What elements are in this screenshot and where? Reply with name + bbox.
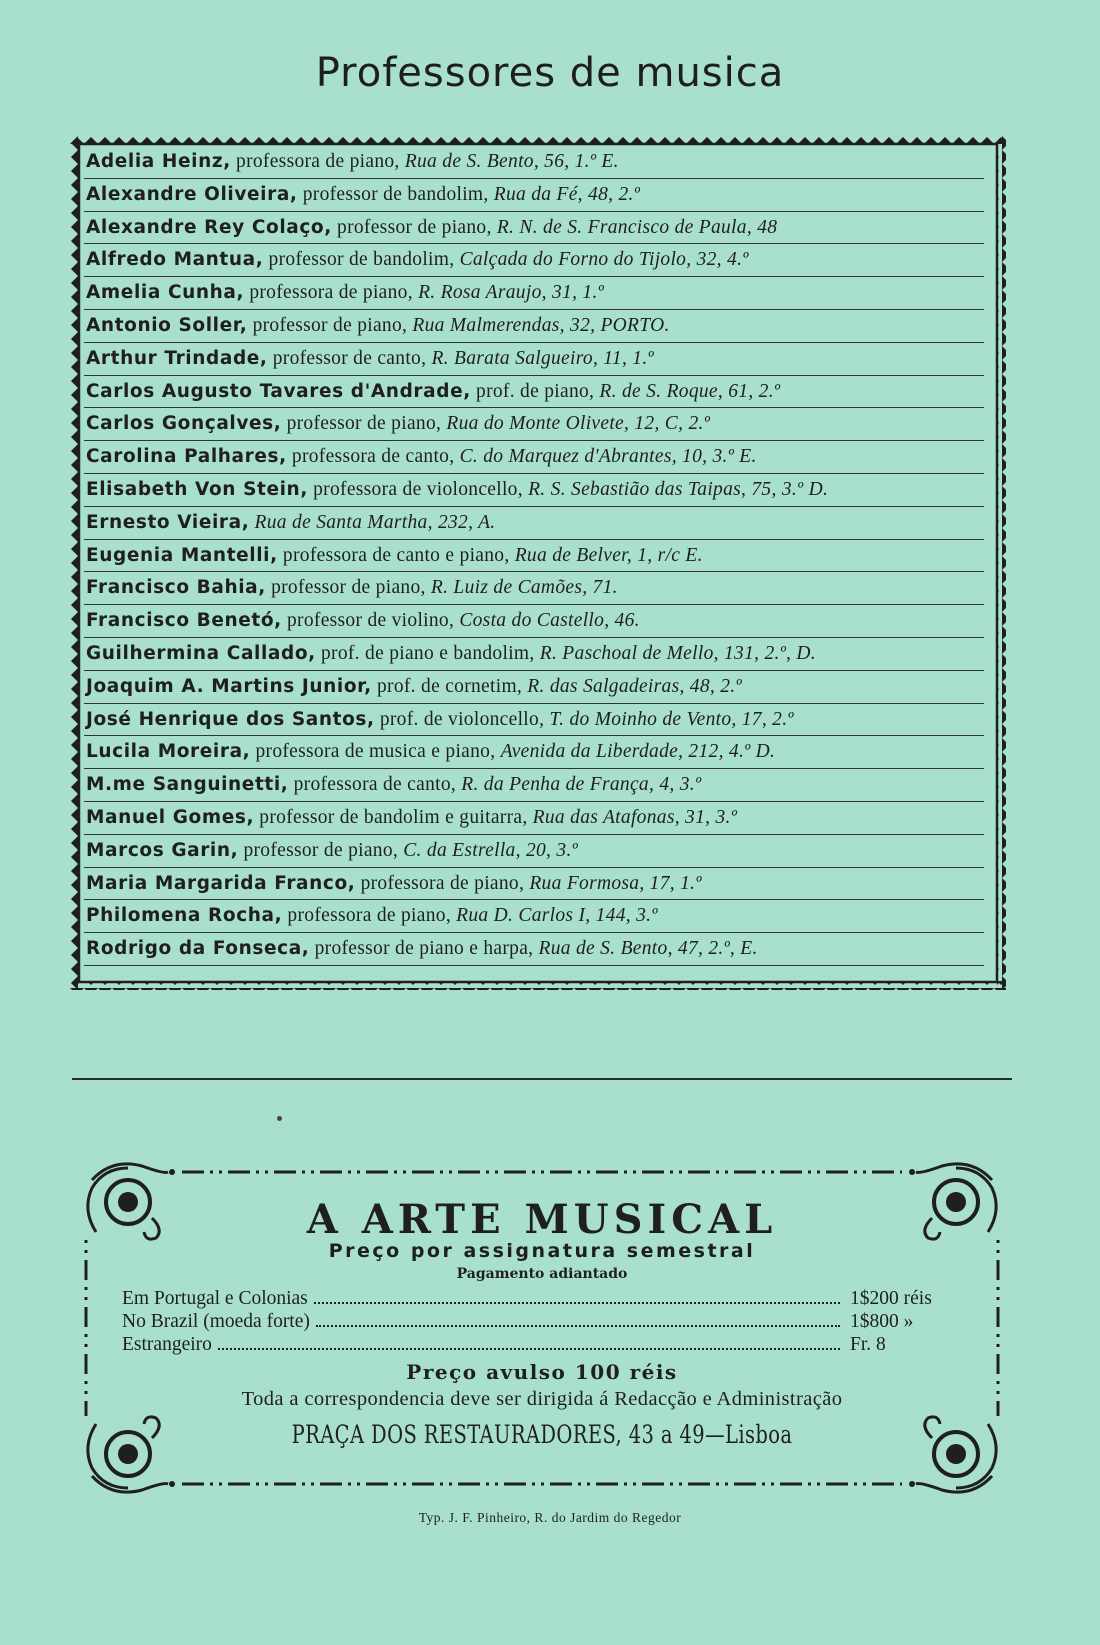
- teacher-role: professor de violino,: [281, 610, 460, 632]
- teacher-name: Guilhermina Callado,: [86, 642, 316, 664]
- directory-box: [70, 136, 1006, 990]
- teacher-address: Rua de Santa Martha, 232, A.: [254, 511, 496, 533]
- leader-dots: [314, 1301, 840, 1304]
- teacher-address: Rua D. Carlos I, 144, 3.º: [456, 905, 658, 927]
- price-table: [122, 1288, 962, 1357]
- teacher-role: professora de piano,: [355, 872, 530, 894]
- teacher-address: Rua Malmerendas, 32, PORTO.: [412, 314, 670, 336]
- list-item: [84, 146, 984, 179]
- print-speck: [277, 1116, 282, 1121]
- list-item: [84, 835, 984, 868]
- teacher-name: Francisco Bahia,: [86, 577, 266, 599]
- teacher-name: Manuel Gomes,: [86, 806, 255, 828]
- teacher-name: Adelia Heinz,: [86, 151, 231, 172]
- teacher-name: Maria Margarida Franco,: [86, 872, 356, 894]
- teacher-address: R. da Penha de França, 4, 3.º: [461, 774, 702, 796]
- teacher-name: Eugenia Mantelli,: [86, 544, 278, 566]
- teacher-address: Rua Formosa, 17, 1.º: [529, 872, 702, 894]
- list-item: [84, 605, 984, 638]
- teacher-name: Amelia Cunha,: [86, 282, 245, 304]
- advert-title: A ARTE MUSICAL: [306, 1196, 778, 1243]
- list-item: [84, 900, 984, 933]
- price-row: [122, 1334, 962, 1357]
- section-divider: [72, 1078, 1012, 1080]
- printer-credit: Typ. J. F. Pinheiro, R. do Jardim do Regedor: [418, 1510, 682, 1525]
- teacher-role: professor de piano,: [247, 314, 413, 336]
- teacher-role: prof. de violoncello,: [374, 708, 550, 730]
- teacher-name: Joaquim A. Martins Junior,: [86, 675, 372, 697]
- corner-ornament-bottom-left: [88, 1417, 175, 1492]
- advert-subtitle: Preço por assignatura semestral: [328, 1240, 756, 1262]
- list-item: [84, 408, 984, 441]
- teacher-role: prof. de piano e bandolim,: [315, 642, 540, 664]
- price-value: Fr. 8: [850, 1334, 886, 1355]
- teacher-address: R. Paschoal de Mello, 131, 2.º, D.: [539, 642, 816, 664]
- teacher-address: C. do Marquez d'Abrantes, 10, 3.º E.: [459, 446, 757, 468]
- teacher-address: Avenida da Liberdade, 212, 4.º D.: [500, 741, 776, 763]
- teacher-role: professor de piano,: [281, 413, 447, 435]
- teacher-address: R. Rosa Araujo, 31, 1.º: [418, 282, 605, 304]
- list-item: [84, 277, 984, 310]
- list-item: [84, 474, 984, 507]
- price-label: Estrangeiro: [122, 1334, 212, 1355]
- list-item: [84, 868, 984, 901]
- teacher-address: Costa do Castello, 46.: [459, 610, 640, 632]
- teacher-address: Rua de Belver, 1, r/c E.: [514, 544, 703, 566]
- teacher-role: professora de piano,: [244, 282, 419, 304]
- teacher-role: professor de bandolim,: [263, 249, 460, 271]
- teacher-name: Elisabeth Von Stein,: [86, 478, 308, 500]
- teacher-role: prof. de piano,: [470, 380, 600, 402]
- list-item: [84, 343, 984, 376]
- corner-ornament-bottom-right: [909, 1417, 996, 1492]
- teacher-role: professora de canto,: [286, 446, 460, 468]
- teacher-address: R. de S. Roque, 61, 2.º: [599, 380, 781, 402]
- teacher-name: M.me Sanguinetti,: [86, 774, 289, 796]
- teacher-role: professor de piano,: [265, 577, 431, 599]
- teacher-address: Calçada do Forno do Tijolo, 32, 4.º: [459, 249, 749, 271]
- teacher-list: [84, 146, 984, 966]
- list-item: [84, 376, 984, 409]
- teacher-address: Rua do Monte Olivete, 12, C, 2.º: [446, 413, 711, 435]
- list-item: [84, 736, 984, 769]
- list-item: [84, 179, 984, 212]
- price-value: 1$800 »: [850, 1311, 914, 1332]
- list-item: [84, 507, 984, 540]
- teacher-name: Carolina Palhares,: [86, 446, 287, 468]
- price-label: No Brazil (moeda forte): [122, 1311, 310, 1332]
- teacher-name: Carlos Gonçalves,: [86, 413, 282, 435]
- teacher-name: Antonio Soller,: [86, 314, 248, 336]
- teacher-role: professora de violoncello,: [307, 478, 529, 500]
- teacher-address: C. da Estrella, 20, 3.º: [403, 839, 578, 861]
- list-item: [84, 671, 984, 704]
- teacher-role: professor de piano,: [331, 216, 497, 238]
- list-item: [84, 441, 984, 474]
- teacher-role: professor de bandolim,: [297, 183, 494, 205]
- teacher-name: Philomena Rocha,: [86, 905, 283, 927]
- teacher-address: R. Luiz de Camões, 71.: [430, 577, 618, 599]
- teacher-role: professora de canto e piano,: [277, 544, 515, 566]
- list-item: [84, 244, 984, 277]
- teacher-address: Rua da Fé, 48, 2.º: [493, 183, 641, 205]
- teacher-address: R. S. Sebastião das Taipas, 75, 3.º D.: [528, 478, 829, 500]
- list-item: [84, 933, 984, 966]
- teacher-address: Rua de S. Bento, 56, 1.º E.: [404, 151, 619, 172]
- teacher-name: Alexandre Oliveira,: [86, 183, 298, 205]
- teacher-address: Rua de S. Bento, 47, 2.º, E.: [538, 938, 758, 960]
- list-item: [84, 802, 984, 835]
- list-item: [84, 212, 984, 245]
- teacher-role: professora de musica e piano,: [250, 741, 501, 763]
- teacher-role: professora de piano,: [282, 905, 457, 927]
- list-item: [84, 572, 984, 605]
- price-row: [122, 1288, 962, 1311]
- leader-dots: [218, 1347, 840, 1350]
- teacher-role: professor de piano,: [238, 839, 404, 861]
- teacher-name: Marcos Garin,: [86, 839, 239, 861]
- list-item: [84, 769, 984, 802]
- teacher-name: Alexandre Rey Colaço,: [86, 216, 332, 238]
- teacher-address: T. do Moinho de Vento, 17, 2.º: [549, 708, 794, 730]
- teacher-address: Rua das Atafonas, 31, 3.º: [532, 806, 738, 828]
- office-address: PRAÇA DOS RESTAURADORES, 43 a 49—Lisboa: [291, 1420, 793, 1449]
- teacher-name: Ernesto Vieira,: [86, 511, 250, 533]
- teacher-role: professora de piano,: [230, 151, 405, 172]
- teacher-address: R. das Salgadeiras, 48, 2.º: [527, 675, 742, 697]
- list-item: [84, 704, 984, 737]
- page-title: Professores de musica: [315, 50, 785, 96]
- teacher-name: José Henrique dos Santos,: [86, 708, 375, 730]
- payment-note: Pagamento adiantado: [456, 1266, 628, 1282]
- single-issue-price: Preço avulso 100 réis: [406, 1360, 678, 1384]
- list-item: [84, 638, 984, 671]
- price-row: [122, 1311, 962, 1334]
- teacher-name: Alfredo Mantua,: [86, 249, 264, 271]
- subscription-advert: [72, 1158, 1012, 1498]
- teacher-role: prof. de cornetim,: [371, 675, 528, 697]
- leader-dots: [316, 1324, 840, 1327]
- teacher-name: Arthur Trindade,: [86, 347, 268, 369]
- price-value: 1$200 réis: [850, 1288, 932, 1309]
- teacher-address: R. N. de S. Francisco de Paula, 48: [496, 216, 778, 238]
- teacher-name: Francisco Benetó,: [86, 610, 282, 632]
- teacher-role: professor de piano e harpa,: [309, 938, 539, 960]
- teacher-role: professor de bandolim e guitarra,: [254, 806, 533, 828]
- teacher-role: professora de canto,: [288, 774, 462, 796]
- correspondence-note: Toda a correspondencia deve ser dirigida á Redacção e Administração: [241, 1388, 843, 1410]
- teacher-name: Rodrigo da Fonseca,: [86, 938, 310, 960]
- list-item: [84, 310, 984, 343]
- list-item: [84, 540, 984, 573]
- teacher-address: R. Barata Salgueiro, 11, 1.º: [431, 347, 654, 369]
- teacher-name: Lucila Moreira,: [86, 741, 251, 763]
- price-label: Em Portugal e Colonias: [122, 1288, 308, 1309]
- teacher-name: Carlos Augusto Tavares d'Andrade,: [86, 380, 471, 402]
- teacher-role: professor de canto,: [267, 347, 432, 369]
